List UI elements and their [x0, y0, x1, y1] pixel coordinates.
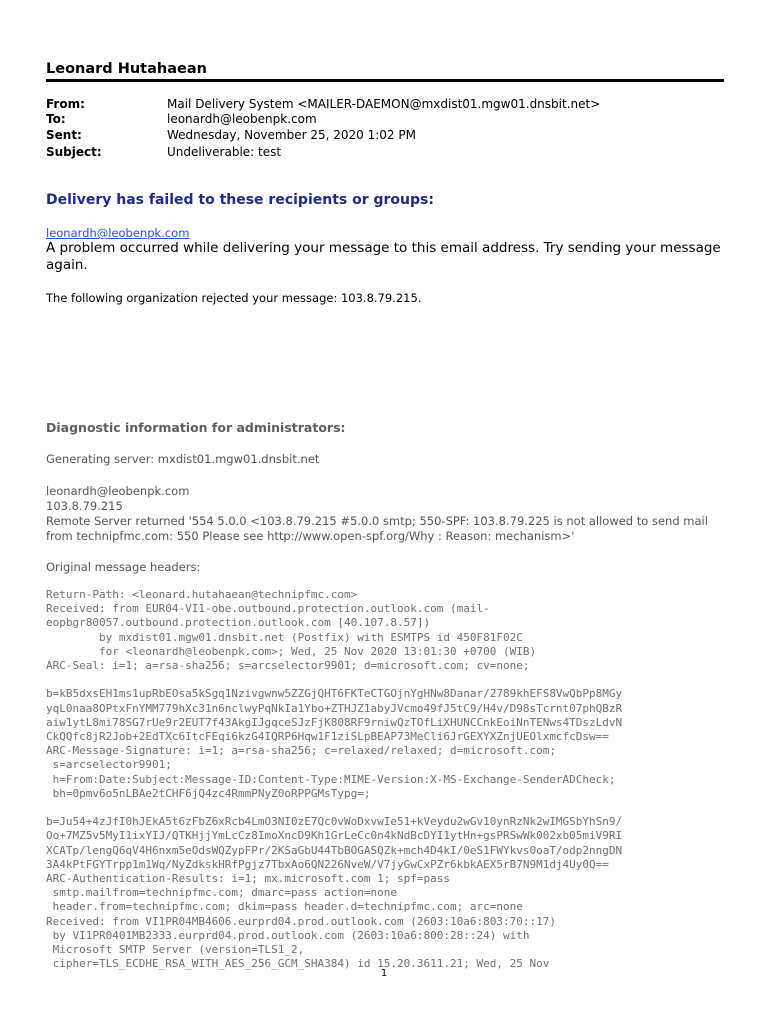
- header-line: header.from=technipfmc.com; dkim=pass header.d=technipfmc.com; arc=none: [46, 900, 523, 914]
- header-line: b=kB5dxsEH1ms1upRbEOsa5kSgq1Nzivgwnw5ZZGjQHT6FKTeCTGOjnYgHNw8Danar/2789khEFS8VwQbPp8MGy: [46, 687, 623, 701]
- header-line: ARC-Seal: i=1; a=rsa-sha256; s=arcselector9901; d=microsoft.com; cv=none;: [46, 659, 530, 673]
- header-line: ARC-Message-Signature: i=1; a=rsa-sha256; c=relaxed/relaxed; d=microsoft.com;: [46, 744, 556, 758]
- generating-server: Generating server: mxdist01.mgw01.dnsbit.net: [46, 452, 320, 466]
- diagnostic-ip: 103.8.79.215: [46, 499, 123, 513]
- header-line: Microsoft SMTP Server (version=TLS1_2,: [46, 943, 305, 957]
- header-line: cipher=TLS_ECDHE_RSA_WITH_AES_256_GCM_SHA384) id 15.20.3611.21; Wed, 25 Nov: [46, 957, 550, 971]
- from-label: From:: [46, 97, 85, 111]
- header-divider: [46, 79, 724, 82]
- subject-value: Undeliverable: test: [167, 145, 282, 159]
- original-message-headers: [46, 588, 736, 971]
- from-value: Mail Delivery System <MAILER-DAEMON@mxdist01.mgw01.dnsbit.net>: [167, 97, 601, 111]
- header-line: Return-Path: <leonard.hutahaean@technipfmc.com>: [46, 588, 358, 601]
- failure-title: Delivery has failed to these recipients or groups:: [46, 192, 434, 208]
- original-headers-label: Original message headers:: [46, 560, 201, 574]
- header-line: b=Ju54+4zJfI0hJEkA5t6zFbZ6xRcb4LmO3NI0zE7Qc0vWoDxvwIe51+kVeydu2wGv10ynRzNk2wIMGSbYhSn9/: [46, 815, 623, 829]
- header-line: aiw1ytL8mi78SG7rUe9r2EUT7f43AkgIJgqceSJzFjK808RF9rniwQzTOfLiXHUNCCnkEoiNnTENws4TDszLdvN: [46, 715, 623, 729]
- header-line: 3A4kPtFGYTrpp1m1Wq/NyZdkskHRfPgjz7TbxAo6QN226NveW/V7jyGwCxPZr6kbkAEX5rB7N9M1dj4Uy0Q==: [46, 857, 609, 871]
- sent-value: Wednesday, November 25, 2020 1:02 PM: [167, 128, 416, 142]
- header-line: Received: from EUR04-VI1-obe.outbound.protection.outlook.com (mail-: [46, 602, 490, 616]
- header-line: ARC-Authentication-Results: i=1; mx.microsoft.com 1; spf=pass: [46, 872, 450, 886]
- header-line: h=From:Date:Subject:Message-ID:Content-Type:MIME-Version:X-MS-Exchange-SenderADCheck;: [46, 772, 616, 786]
- header-line: [46, 801, 736, 815]
- remote-server-response: Remote Server returned '554 5.0.0 <103.8.79.215 #5.0.0 smtp; 550-SPF: 103.8.79.225 is not allowed to send mail from technipfmc.com: 550 Please see http://www.open-spf.org/Why : Reason: mechanism>': [46, 514, 708, 543]
- to-label: To:: [46, 112, 66, 126]
- to-value: leonardh@leobenpk.com: [167, 112, 317, 126]
- header-line: CkQQfc8jR2Job+2EdTXc6ItcFEqi6kzG4IQRP6Hqw1F1ziSLpBEAP73MeCli6JrGEXYXZnjUEOlxmcfcDsw==: [46, 730, 609, 744]
- diagnostic-title: Diagnostic information for administrators:: [46, 420, 346, 435]
- header-line: s=arcselector9901;: [46, 758, 172, 772]
- sender-name: Leonard Hutahaean: [46, 61, 207, 77]
- header-line: yqL0naa8OPtxFnYMM779hXc31n6nclwyPqNkIa1Ybo+ZTHJZ1abyJVcmo49fJ5tC9/H4v/D98sTcrnt07phQBzR: [46, 701, 623, 715]
- header-line: Received: from VI1PR04MB4606.eurprd04.prod.outlook.com (2603:10a6:803:70::17): [46, 914, 556, 928]
- recipient-link[interactable]: leonardh@leobenpk.com: [46, 226, 190, 240]
- diagnostic-recipient: leonardh@leobenpk.com: [46, 484, 190, 498]
- header-line: by mxdist01.mgw01.dnsbit.net (Postfix) with ESMTPS id 450F81F02C: [46, 630, 523, 644]
- sent-label: Sent:: [46, 128, 82, 142]
- header-line: XCATp/lengQ6qV4H6nxm5eOdsWQZypFPr/2KSaGbU44TbBOGASQZk+mch4D4kI/0eS1FWYkvs0oaT/odp2nngDN: [46, 843, 623, 857]
- rejected-message: The following organization rejected your message: 103.8.79.215.: [46, 291, 422, 305]
- subject-label: Subject:: [46, 145, 102, 159]
- header-line: smtp.mailfrom=technipfmc.com; dmarc=pass action=none: [46, 886, 397, 900]
- problem-message: A problem occurred while delivering your message to this email address. Try sending your message again.: [46, 240, 721, 273]
- page-number: 1: [380, 968, 388, 979]
- header-line: Oo+7MZ5v5MyI1ixYIJ/QTKHjjYmLcCz8ImoXncD9Kh1GrLeCc0n4kNdBcDYI1ytHn+gsPRSwWk002xb05miV9RI: [46, 829, 623, 843]
- header-line: by VI1PR0401MB2333.eurprd04.prod.outlook.com (2603:10a6:800:28::24) with: [46, 928, 530, 942]
- header-line: [46, 673, 736, 687]
- header-line: eopbgr80057.outbound.protection.outlook.com [40.107.8.57]): [46, 616, 431, 630]
- header-line: bh=0pmv6o5nLBAe2tCHF6jQ4zc4RmmPNyZ0oRPPGMsTypg=;: [46, 786, 371, 800]
- header-line: for <leonardh@leobenpk.com>; Wed, 25 Nov 2020 13:01:30 +0700 (WIB): [46, 644, 537, 658]
